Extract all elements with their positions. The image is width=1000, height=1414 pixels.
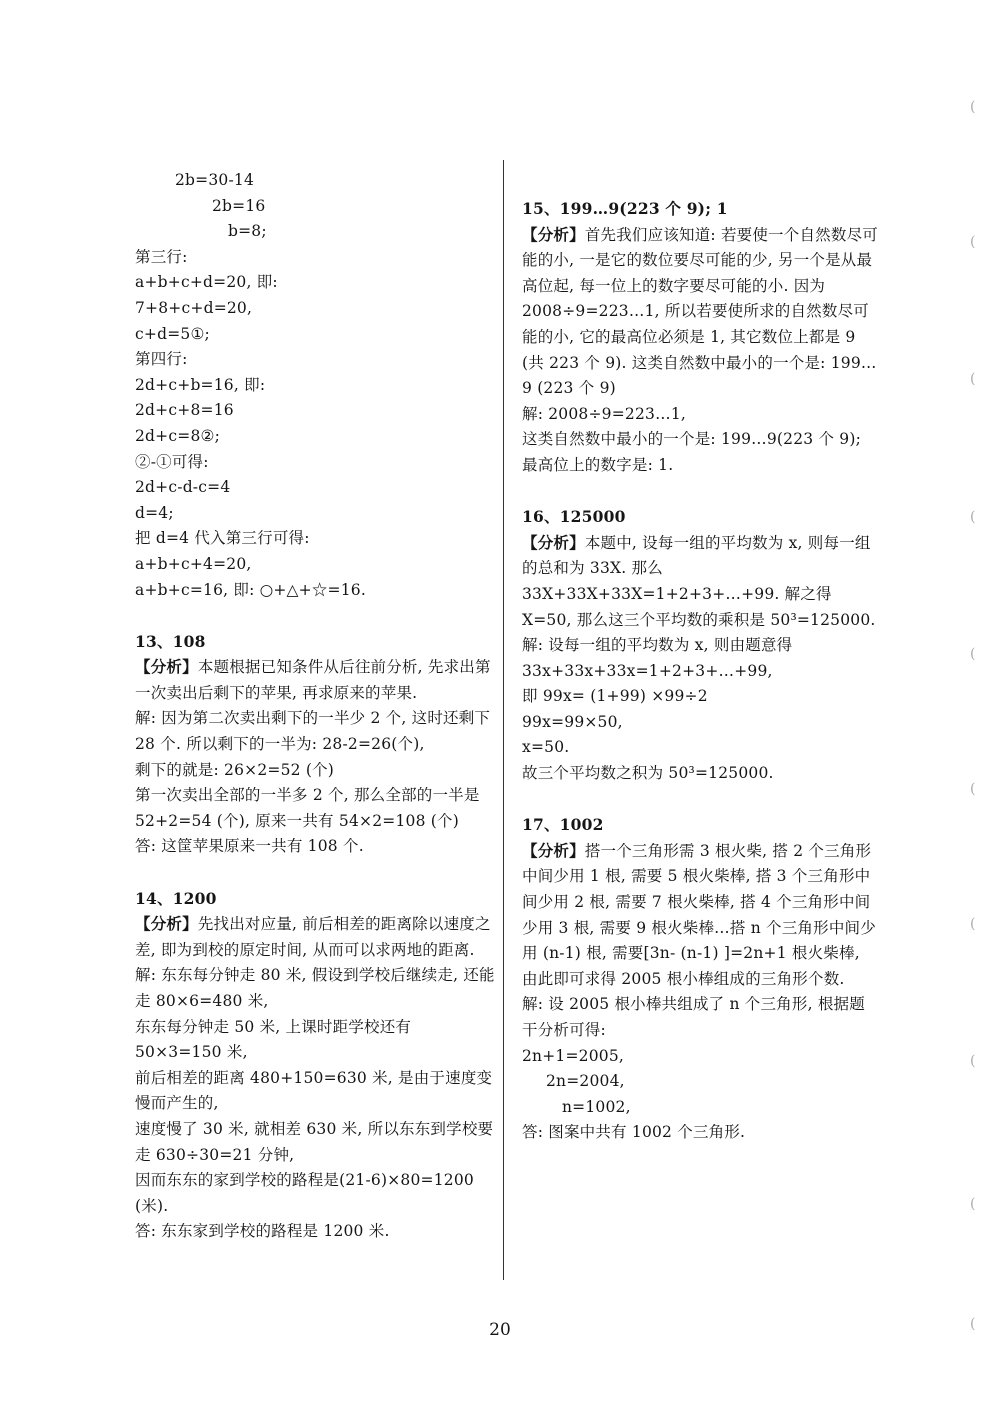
text-line: 解: 因为第二次卖出剩下的一半少 2 个, 这时还剩下 28 个. 所以剩下的一半为: 28-2=26(个), — [135, 709, 491, 754]
question-15-title: 15、199…9(223 个 9); 1 — [522, 199, 728, 218]
text-line: ②-①可得: — [135, 452, 209, 471]
text-line: 把 d=4 代入第三行可得: — [135, 529, 310, 548]
text-line: 第三行: — [135, 247, 188, 266]
text-line: 东东每分钟走 50 米, 上课时距学校还有 50×3=150 米, — [135, 1017, 412, 1062]
text-line: 33x+33x+33x=1+2+3+…+99, — [522, 661, 773, 680]
text-line: x=50. — [522, 738, 570, 757]
question-14-title: 14、1200 — [135, 888, 217, 908]
text-line: 解: 2008÷9=223…1, — [522, 404, 687, 423]
binding-hole-mark: ( — [970, 509, 976, 525]
binding-hole-mark: ( — [970, 646, 976, 662]
text-line: 2b=30-14 — [175, 171, 255, 189]
binding-hole-mark: ( — [970, 1053, 976, 1069]
text-line: a+b+c+d=20, 即: — [135, 273, 278, 292]
question-15-analysis: 【分析】首先我们应该知道: 若要使一个自然数尽可能的小, 一是它的数位要尽可能的少, 另一个是从最高位起, 每一位上的数字要尽可能的小. 因为 2008÷9=223…1, 所以若要使所求的自然数尽可能的小, 它的最高位必须是 1, 其它数位上都是 9 (共 223 个 9). 这类自然数中最小的一个是: 199…9 (223 个 9) — [522, 224, 878, 398]
text-line: 答: 东东家到学校的路程是 1200 米. — [135, 1222, 390, 1241]
text-line: 解: 设每一组的平均数为 x, 则由题意得 — [522, 636, 793, 655]
text-line: 2n+1=2005, — [522, 1046, 625, 1065]
binding-hole-mark: ( — [970, 234, 976, 250]
column-divider — [503, 160, 504, 1280]
text-line: 2b=16 — [212, 196, 266, 215]
question-13-title: 13、108 — [135, 631, 206, 651]
text-line: a+b+c+4=20, — [135, 554, 252, 573]
left-column — [135, 168, 495, 1245]
question-14-analysis: 【分析】先找出对应量, 前后相差的距离除以速度之差, 即为到校的原定时间, 从而可以求两地的距离. — [135, 914, 491, 959]
analysis-tag: 【分析】 — [135, 657, 198, 677]
text-line: 第四行: — [135, 350, 188, 369]
binding-hole-mark: ( — [970, 99, 976, 115]
text-line: 这类自然数中最小的一个是: 199…9(223 个 9); — [522, 430, 862, 449]
text-line: c+d=5①; — [135, 324, 210, 343]
text-line: 2d+c-d-c=4 — [135, 478, 231, 497]
analysis-tag: 【分析】 — [522, 224, 585, 244]
text-line: 剩下的就是: 26×2=52 (个) — [135, 760, 335, 779]
text-line: b=8; — [228, 222, 267, 241]
text-line: 最高位上的数字是: 1. — [522, 455, 674, 474]
question-17-title: 17、1002 — [522, 815, 604, 835]
page-number: 20 — [489, 1320, 511, 1340]
text-line: a+b+c=16, 即: ○+△+☆=16. — [135, 580, 366, 599]
text-line: 2n=2004, — [546, 1072, 625, 1091]
text-line: 解: 东东每分钟走 80 米, 假设到学校后继续走, 还能走 80×6=480 米, — [135, 966, 495, 1010]
binding-hole-mark: ( — [970, 916, 976, 932]
question-16-title: 16、125000 — [522, 507, 626, 527]
analysis-tag: 【分析】 — [135, 914, 198, 934]
text-line: 速度慢了 30 米, 就相差 630 米, 所以东东到学校要走 630÷30=21 分钟, — [135, 1119, 494, 1164]
analysis-tag: 【分析】 — [522, 840, 585, 860]
text-line: n=1002, — [562, 1097, 631, 1116]
text-line: d=4; — [135, 503, 174, 522]
question-13-analysis: 【分析】本题根据已知条件从后往前分析, 先求出第一次卖出后剩下的苹果, 再求原来的苹果. — [135, 657, 491, 702]
text-line: 99x=99×50, — [522, 712, 623, 731]
text-line: 2d+c+8=16 — [135, 401, 234, 420]
text-line: 7+8+c+d=20, — [135, 298, 253, 317]
text-line: 第一次卖出全部的一半多 2 个, 那么全部的一半是 52+2=54 (个), 原来一共有 54×2=108 (个) — [135, 786, 480, 830]
text-line: 答: 这筐苹果原来一共有 108 个. — [135, 837, 364, 856]
text-line: 解: 设 2005 根小棒共组成了 n 个三角形, 根据题干分析可得: — [522, 995, 865, 1039]
question-17-analysis: 【分析】搭一个三角形需 3 根火柴, 搭 2 个三角形中间少用 1 根, 需要 5 根火柴棒, 搭 3 个三角形中间少用 2 根, 需要 7 根火柴棒, 搭 4 个三角形中间少用 3 根, 需要 9 根火柴棒…搭 n 个三角形中间少用 (n-1) 根, 需要[3n- (n-1) ]=2n+1 根火柴棒, 由此即可求得 2005 根小棒组成的三角形个数. — [522, 840, 876, 988]
text-line: 因而东东的家到学校的路程是(21-6)×80=1200 (米). — [135, 1171, 474, 1215]
text-line: 2d+c=8②; — [135, 426, 221, 445]
question-16-analysis: 【分析】本题中, 设每一组的平均数为 x, 则每一组的总和为 33X. 那么 33X+33X+33X=1+2+3+…+99. 解之得 X=50, 那么这三个平均数的乘积是 50³=125000. — [522, 532, 876, 629]
text-line: 答: 图案中共有 1002 个三角形. — [522, 1123, 746, 1142]
binding-hole-mark: ( — [970, 781, 976, 797]
binding-hole-mark: ( — [970, 1196, 976, 1212]
binding-hole-mark: ( — [970, 371, 976, 387]
right-column — [522, 196, 878, 1146]
text-line: 2d+c+b=16, 即: — [135, 375, 266, 394]
text-line: 前后相差的距离 480+150=630 米, 是由于速度变慢而产生的, — [135, 1068, 493, 1113]
text-line: 故三个平均数之积为 50³=125000. — [522, 764, 774, 783]
text-line: 即 99x= (1+99) ×99÷2 — [522, 687, 708, 706]
analysis-tag: 【分析】 — [522, 532, 585, 552]
binding-hole-mark: ( — [970, 1316, 976, 1332]
